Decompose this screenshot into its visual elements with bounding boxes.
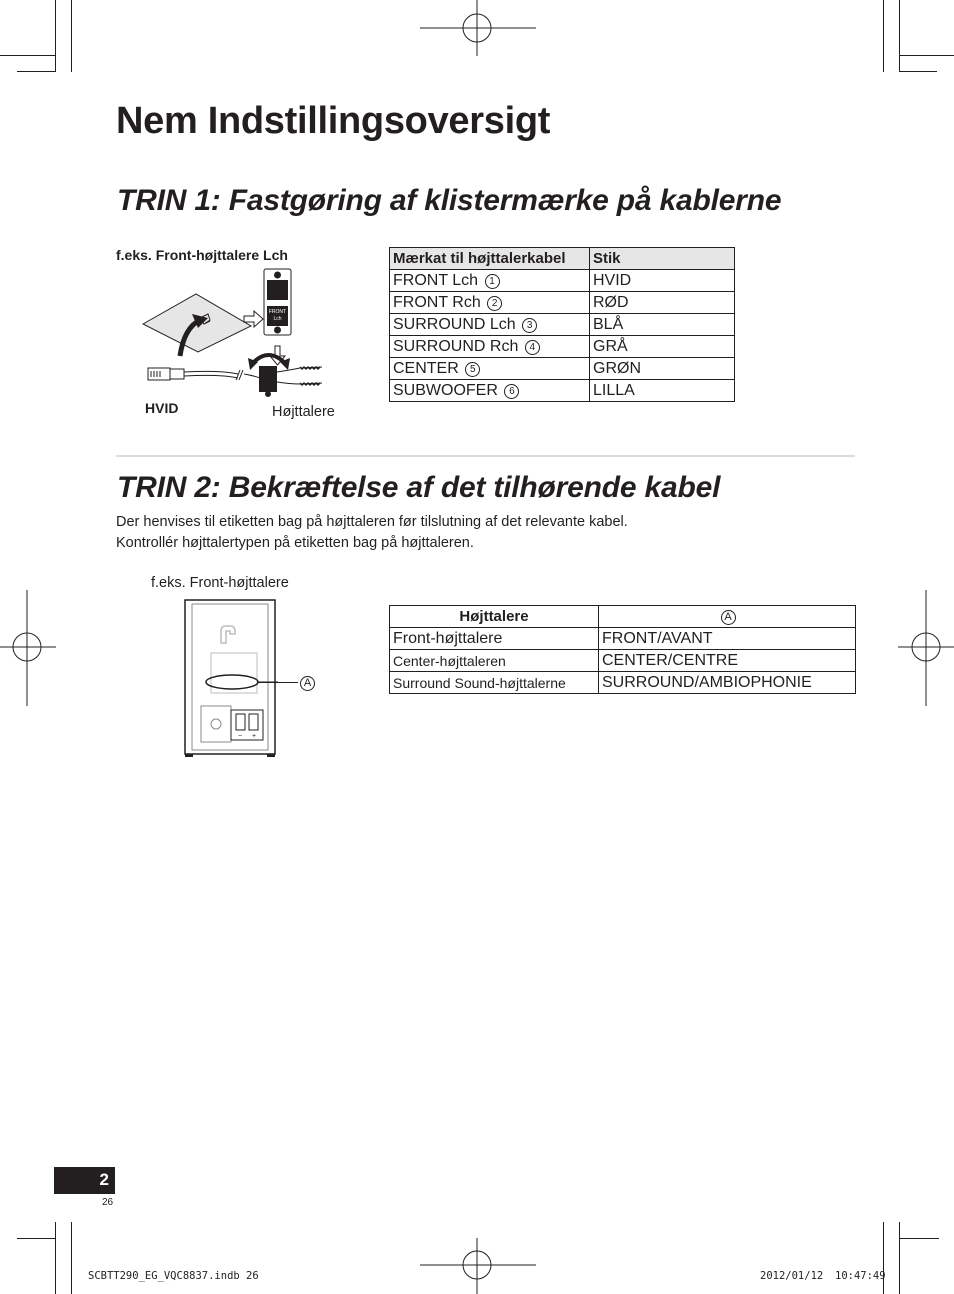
step2-illustration-caption: f.eks. Front-højttalere — [151, 575, 289, 591]
circled-number: 5 — [465, 362, 480, 377]
speaker-label: Højttalere — [272, 404, 335, 420]
table-row — [390, 650, 856, 672]
crop-mark — [0, 55, 55, 56]
crop-mark — [17, 1238, 55, 1239]
speaker-type-cell: Center-højttaleren — [390, 650, 599, 672]
crop-mark — [899, 71, 937, 72]
plug-color-cell: RØD — [590, 292, 735, 314]
circled-number: 2 — [487, 296, 502, 311]
table-row — [390, 672, 856, 694]
registration-mark-right — [898, 590, 954, 706]
circled-number: 6 — [504, 384, 519, 399]
speaker-label-table — [389, 605, 856, 694]
circled-number: 4 — [525, 340, 540, 355]
crop-mark — [899, 1238, 939, 1239]
sticker-cable-illustration — [140, 266, 340, 406]
page-number-box — [54, 1167, 115, 1194]
page-sub-number: 26 — [102, 1197, 114, 1208]
terminal-minus: − — [237, 733, 243, 740]
crop-mark — [899, 55, 954, 56]
sticker-label-cell: SURROUND Rch 4 — [390, 336, 590, 358]
sticker-label-cell: SUBWOOFER 6 — [390, 380, 590, 402]
table-row — [390, 292, 735, 314]
registration-mark-bottom — [420, 1238, 536, 1294]
sticker-label-cell: SURROUND Lch 3 — [390, 314, 590, 336]
sticker-label-cell: CENTER 5 — [390, 358, 590, 380]
crop-mark — [883, 0, 884, 72]
speaker-type-cell: Front-højttalere — [390, 628, 599, 650]
table-header: Mærkat til højttalerkabel — [390, 248, 590, 270]
plug-color-label: HVID — [145, 400, 179, 416]
terminal-plus: + — [251, 733, 257, 740]
table-row — [390, 628, 856, 650]
table-row — [390, 336, 735, 358]
section-divider — [116, 455, 855, 457]
step2-paragraph-1: Der henvises til etiketten bag på højttaleren før tilslutning af det relevante kabel. — [116, 514, 628, 530]
crop-mark — [55, 1222, 56, 1294]
crop-mark — [17, 71, 55, 72]
speaker-rear-illustration — [183, 598, 278, 760]
sticker-text-line2: Lch — [273, 316, 282, 322]
page-number: 2 — [99, 1170, 109, 1189]
speaker-label-cell: FRONT/AVANT — [599, 628, 856, 650]
footer-date: 2012/01/12 — [760, 1270, 824, 1282]
crop-mark — [71, 0, 72, 72]
plug-color-cell: HVID — [590, 270, 735, 292]
crop-mark — [899, 0, 900, 72]
circled-number: 1 — [485, 274, 500, 289]
circled-letter: A — [721, 610, 736, 625]
speaker-label-cell: CENTER/CENTRE — [599, 650, 856, 672]
footer-file-page: 26 — [246, 1270, 259, 1282]
crop-mark — [55, 0, 56, 72]
step1-heading: TRIN 1: Fastgøring af klistermærke på kablerne — [117, 184, 782, 217]
crop-mark — [883, 1222, 884, 1294]
step2-heading: TRIN 2: Bekræftelse af det tilhørende kabel — [117, 471, 721, 504]
registration-mark-left — [0, 590, 56, 706]
registration-mark-top — [420, 0, 536, 56]
table-row — [390, 380, 735, 402]
table-row — [390, 314, 735, 336]
footer-filename: SCBTT290_EG_VQC8837.indb — [88, 1270, 240, 1282]
plug-color-cell: GRÅ — [590, 336, 735, 358]
circled-number: 3 — [522, 318, 537, 333]
sticker-label-cell: FRONT Lch 1 — [390, 270, 590, 292]
callout-a-label: A — [300, 676, 315, 691]
plug-color-cell: BLÅ — [590, 314, 735, 336]
footer-time: 10:47:49 — [835, 1270, 886, 1282]
plug-color-cell: GRØN — [590, 358, 735, 380]
table-header: Højttalere — [390, 606, 599, 628]
sticker-label-cell: FRONT Rch 2 — [390, 292, 590, 314]
table-header-row — [390, 248, 735, 270]
callout-line — [258, 682, 298, 683]
sticker-text-line1: FRONT — [268, 309, 287, 315]
cable-sticker-table — [389, 247, 735, 402]
speaker-label-cell: SURROUND/AMBIOPHONIE — [599, 672, 856, 694]
plug-color-cell: LILLA — [590, 380, 735, 402]
table-header: Stik — [590, 248, 735, 270]
step1-illustration-caption: f.eks. Front-højttalere Lch — [116, 247, 288, 263]
speaker-type-cell: Surround Sound-højttalerne — [390, 672, 599, 694]
step2-paragraph-2: Kontrollér højttalertypen på etiketten bag på højttaleren. — [116, 535, 474, 551]
table-header-row — [390, 606, 856, 628]
table-row — [390, 358, 735, 380]
crop-mark — [899, 1222, 900, 1294]
page-title: Nem Indstillingsoversigt — [116, 100, 551, 142]
table-row — [390, 270, 735, 292]
table-header — [599, 606, 856, 628]
crop-mark — [71, 1222, 72, 1294]
